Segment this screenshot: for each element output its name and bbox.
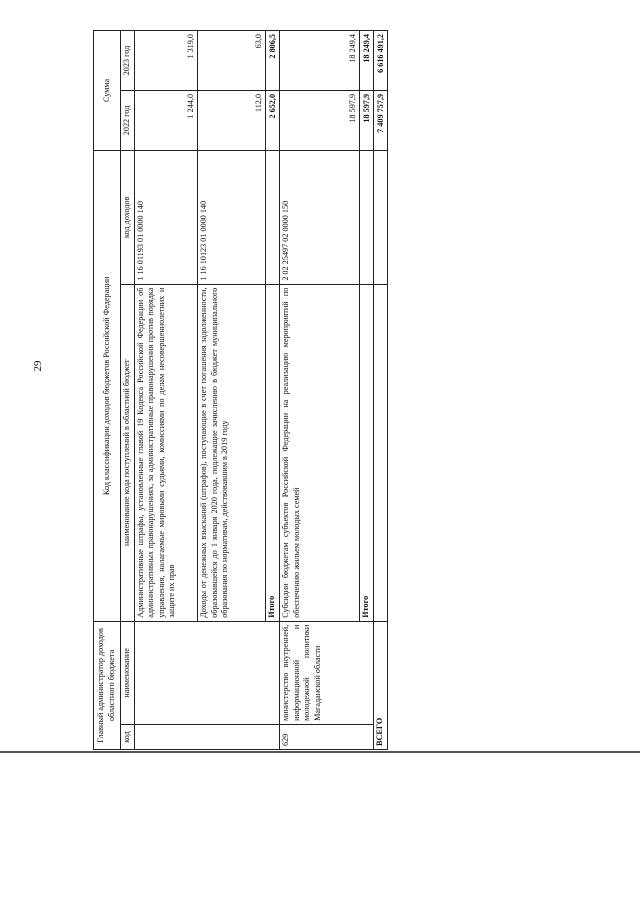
page-number: 29 [32,360,44,372]
income-name-cell: Административные штрафы, установленные главой 19 Кодекса Российской Федерации об административных правонарушениях, за административные правонарушения против порядка управления, налагаемые мировыми судьями, комиссиями по делам несовершеннолетних и защите их прав [134,284,198,621]
grand-total-2022: 7 409 757,9 [374,90,388,150]
subtotal-label: Итого [266,284,280,621]
page-divider-line [0,751,640,753]
amount-2022-cell: 1 244,0 [134,90,198,150]
header-col-code: код [120,724,134,749]
income-name-cell: Доходы от денежных взысканий (штрафов), поступающие в счет погашения задолженности, образовавшейся до 1 января 2020 года, подлежащие зачислению в бюджет муниципального образования по нормативам, действовавшим в 2019 году [198,284,266,621]
header-col-income-name: наименование кода поступлений в областной бюджет [120,284,134,621]
amount-2023-cell: 1 319,0 [134,31,198,91]
income-code-cell: 2 02 25497 02 0000 150 [280,150,360,284]
grand-total-empty [374,150,388,284]
income-code-cell-empty [360,150,374,284]
income-code-cell-empty [266,150,280,284]
header-sum-group: Сумма [94,31,121,151]
amount-2023-cell: 18 249,4 [280,31,360,91]
amount-2023-cell: 63,0 [198,31,266,91]
subtotal-2023: 18 249,4 [360,31,374,91]
header-col-income-code: код доходов [120,150,134,284]
subtotal-label: Итого [360,284,374,621]
income-classification-table [93,30,388,750]
header-col-2022: 2022 год [120,90,134,150]
amount-2022-cell: 112,0 [198,90,266,150]
grand-total-label: ВСЕГО [374,621,388,749]
income-name-cell: Субсидии бюджетам субъектов Российской Федерации на реализацию мероприятий по обеспечению жильем молодых семей [280,284,360,621]
grand-total-2023: 6 616 491,2 [374,31,388,91]
header-col-2023: 2023 год [120,31,134,91]
admin-code-629: 629 [280,724,374,749]
grand-total-empty [374,284,388,621]
header-classification-group: Код классификации доходов бюджетов Российской Федерации [94,150,121,621]
admin-name-629: министерство внутренней, информационной и молодежной политики Магаданской области [280,621,374,724]
subtotal-2022: 2 652,0 [266,90,280,150]
subtotal-2023: 2 806,5 [266,31,280,91]
header-col-name: наименование [120,621,134,724]
admin-name-cell-empty [134,621,279,724]
admin-code-cell-empty [134,724,279,749]
header-admin-group: Главный администратор доходов областного бюджета [94,621,121,749]
subtotal-2022: 18 597,9 [360,90,374,150]
income-code-cell: 1 16 10123 01 0000 140 [198,150,266,284]
amount-2022-cell: 18 597,9 [280,90,360,150]
rotated-table-container [93,30,388,750]
income-code-cell: 1 16 01193 01 0000 140 [134,150,198,284]
